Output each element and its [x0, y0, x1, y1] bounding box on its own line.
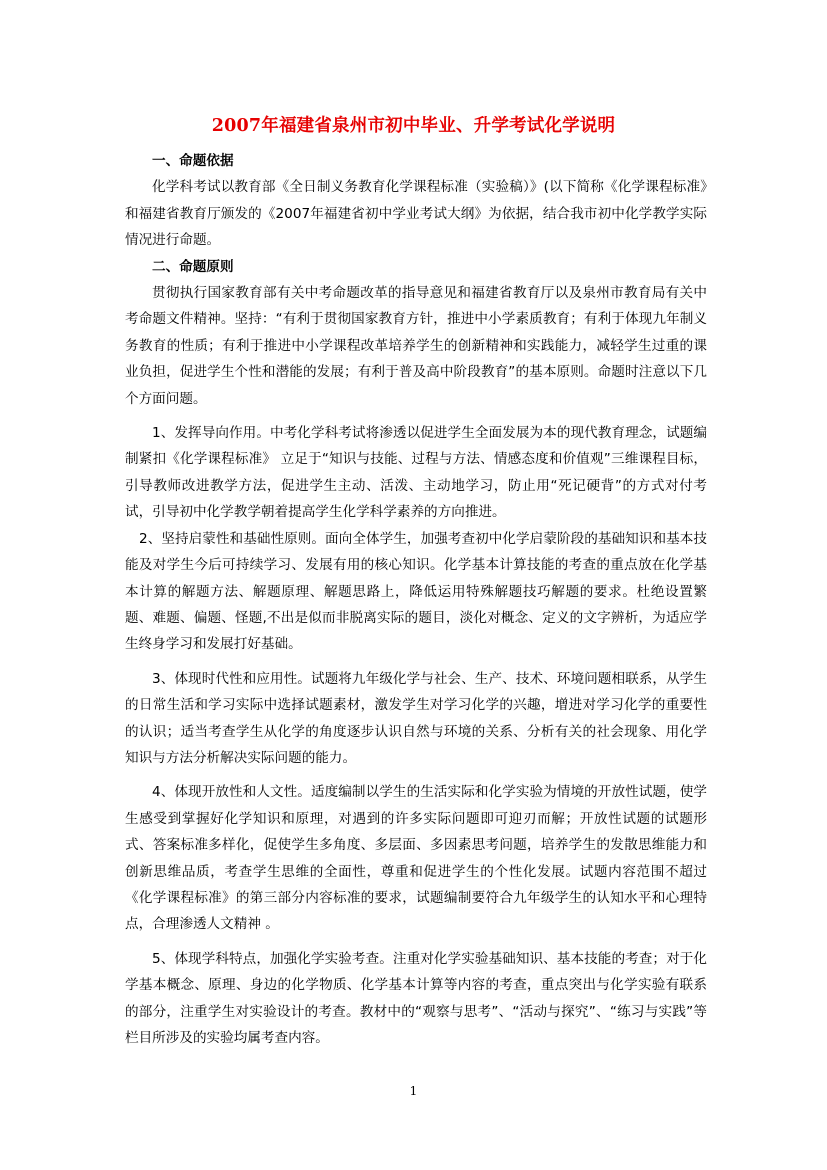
section-heading-principles: 二、命题原则 — [152, 258, 234, 275]
section-basis-paragraph: 化学科考试以教育部《全日制义务教育化学课程标准（实验稿）》(以下简称《化学课程标准》和福建省教育厅颁发的《2007年福建省初中学业考试大纲》为依据，结合我市初中化学教学实际情况进行命题。 — [125, 179, 707, 249]
section-heading-basis: 一、命题依据 — [152, 153, 234, 169]
principle-3-paragraph: 3、体现时代性和应用性。试题将九年级化学与社会、生产、技术、环境问题相联系，从学生的日常生活和学习实际中选择试题素材，激发学生对学习化学的兴趣，增进对学习化学的重要性的认识；适当考查学生从化学的角度逐步认识自然与环境的关系、分析有关的社会现象、用化学知识与方法分析解决实际问题的能力。 — [125, 670, 707, 766]
document-body — [125, 148, 707, 1051]
principle-1-paragraph: 1、发挥导向作用。中考化学科考试将渗透以促进学生全面发展为本的现代教育理念，试题编制紧扣《化学课程标准》 立足于“知识与技能、过程与方法、情感态度和价值观”三维课程目标，引导教师改进教学方法，促进学生主动、活泼、主动地学习，防止用“死记硬背”的方式对付考试，引导初中化学教学朝着提高学生化学科学素养的方向推进。 — [125, 425, 707, 521]
document-title: 2007年福建省泉州市初中毕业、升学考试化学说明 — [211, 116, 616, 136]
principle-4-paragraph: 4、体现开放性和人文性。适度编制以学生的生活实际和化学实验为情境的开放性试题，使学生感受到掌握好化学知识和原理，对遇到的许多实际问题即可迎刃而解；开放性试题的试题形式、答案标准多样化，促使学生多角度、多层面、多因素思考问题，培养学生的发散思维能力和创新思维品质，考查学生思维的全面性，尊重和促进学生的个性化发展。试题内容范围不超过《化学课程标准》的第三部分内容标准的要求，试题编制要符合九年级学生的认知水平和心理特点，合理渗透人文精神 。 — [125, 784, 707, 933]
principle-2-paragraph: 2、坚持启蒙性和基础性原则。面向全体学生，加强考查初中化学启蒙阶段的基础知识和基本技能及对学生今后可持续学习、发展有用的核心知识。化学基本计算技能的考查的重点放在化学基本计算的解题方法、解题原理、解题思路上，降低运用特殊解题技巧解题的要求。杜绝设置繁题、难题、偏题、怪题,不出是似而非脱离实际的题目，淡化对概念、定义的文字辨析，为适应学生终身学习和发展打好基础。 — [125, 530, 707, 653]
page-number: 1 — [409, 1084, 418, 1098]
section-principles-intro: 贯彻执行国家教育部有关中考命题改革的指导意见和福建省教育厅以及泉州市教育局有关中考命题文件精神。坚持：“有利于贯彻国家教育方针，推进中小学素质教育；有利于体现九年制义务教育的性质；有利于推进中小学课程改革培养学生的创新精神和实践能力，减轻学生过重的课业负担，促进学生个性和潜能的发展；有利于普及高中阶段教育”的基本原则。命题时注意以下几个方面问题。 — [125, 285, 707, 407]
principle-5-paragraph: 5、体现学科特点，加强化学实验考查。注重对化学实验基础知识、基本技能的考查；对于化学基本概念、原理、身边的化学物质、化学基本计算等内容的考查，重点突出与化学实验有联系的部分，注重学生对实验设计的考查。教材中的“观察与思考”、“活动与探究”、“练习与实践”等栏目所涉及的实验均属考查内容。 — [125, 950, 707, 1046]
